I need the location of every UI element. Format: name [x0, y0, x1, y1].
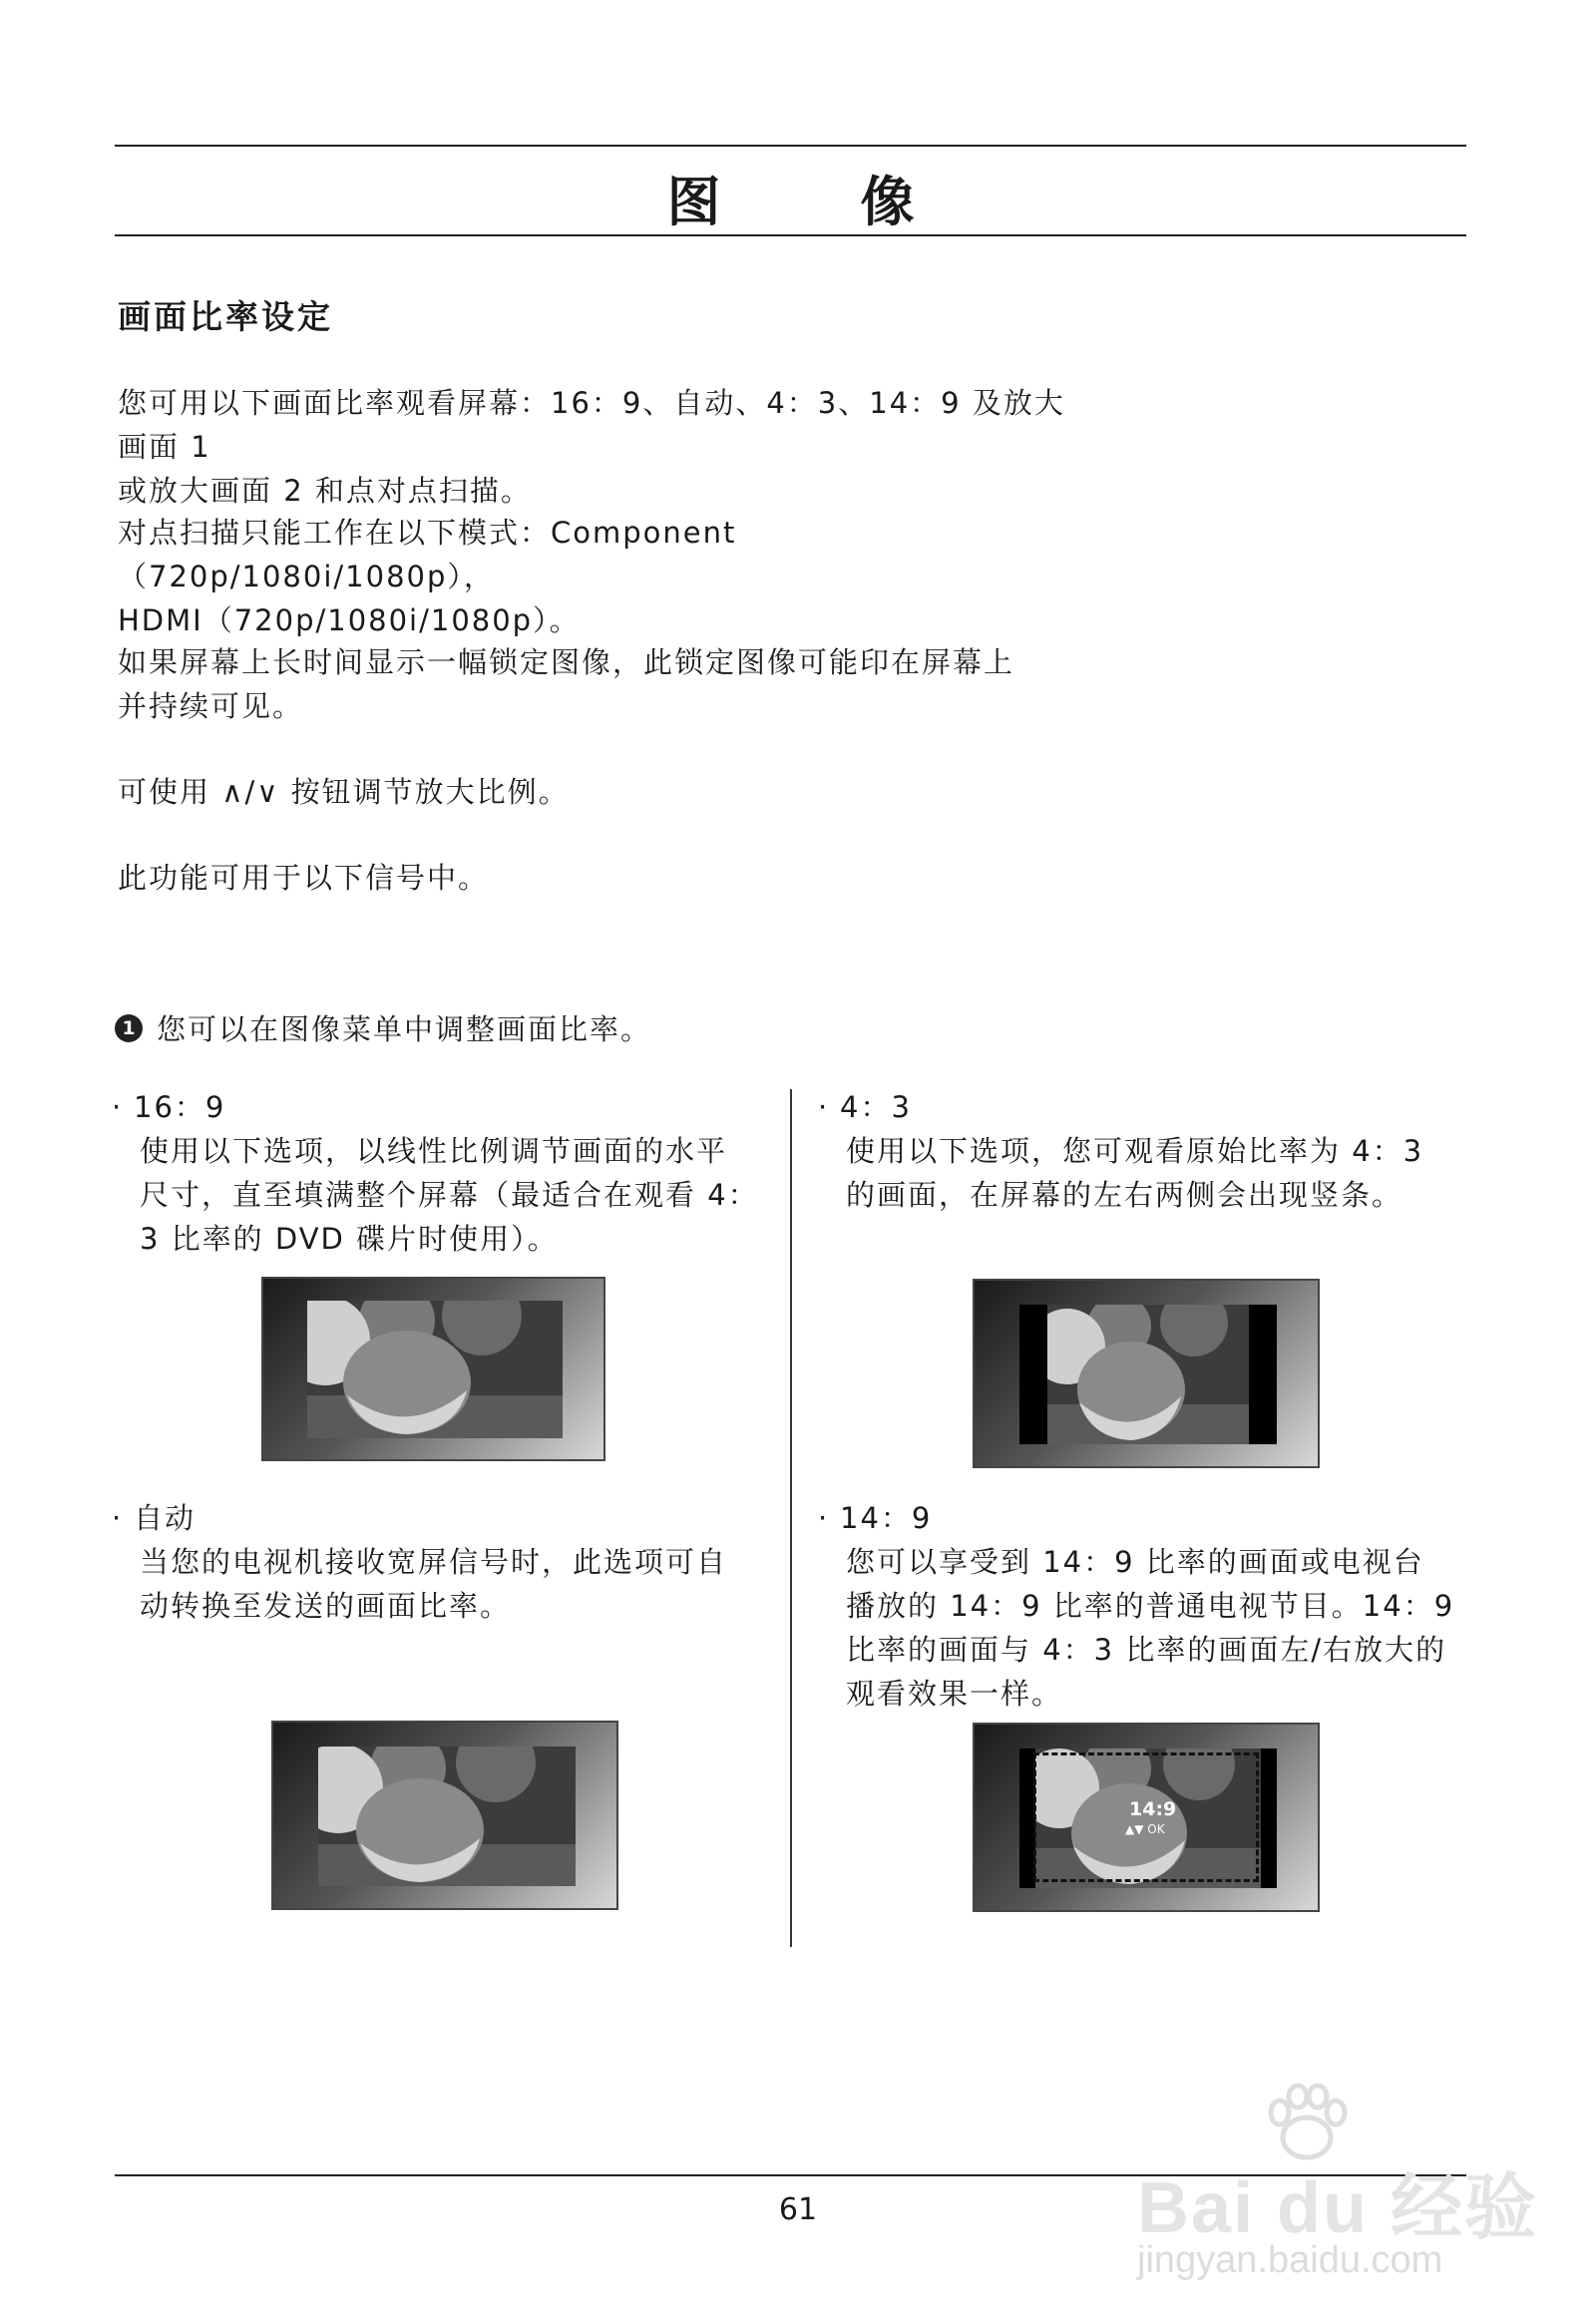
- bullet-dot: ·: [818, 1501, 830, 1535]
- column-divider: [790, 1089, 792, 1947]
- option-desc-line: 您可以享受到 14：9 比率的画面或电视台: [846, 1545, 1424, 1579]
- ball-photo-illustration: [318, 1746, 576, 1886]
- tv-illustration-14-9: [973, 1723, 1320, 1912]
- paragraph-zoom-buttons: [118, 770, 1075, 814]
- option-14-9: [818, 1496, 1466, 1716]
- bullet-dot: ·: [112, 1090, 124, 1124]
- paragraph-signals: [118, 856, 1075, 900]
- page-title: [115, 160, 1466, 236]
- paragraph-just-scan-modes: [118, 511, 1075, 642]
- option-4-3: [818, 1085, 1466, 1217]
- watermark-url: jingyan.baidu.com: [1137, 2239, 1443, 2281]
- top-rule: [115, 145, 1466, 147]
- option-desc-line: 播放的 14：9 比率的普通电视节目。14：9: [846, 1589, 1455, 1623]
- paragraph-line: 或放大画面 2 和点对点扫描。: [118, 474, 532, 508]
- page-title-char-1: 图: [666, 171, 721, 233]
- paragraph-line: 此功能可用于以下信号中。: [118, 861, 490, 895]
- option-auto: [112, 1496, 770, 1628]
- title-underline: [115, 234, 1466, 236]
- tv-illustration-16-9: [261, 1277, 605, 1461]
- paragraph-line: 您可用以下画面比率观看屏幕：16：9、自动、4：3、14：9 及放大画面 1: [118, 386, 1065, 464]
- tv-screen-14-9: [1019, 1748, 1277, 1888]
- ball-photo-illustration: [307, 1301, 563, 1438]
- paragraph-line: 对点扫描只能工作在以下模式：Component（720p/1080i/1080p），: [118, 516, 737, 593]
- ball-photo-illustration: [1019, 1305, 1277, 1444]
- option-desc-line: 比率的画面与 4：3 比率的画面左/右放大的: [846, 1633, 1447, 1667]
- option-desc-line: 使用以下选项，以线性比例调节画面的水平: [140, 1134, 728, 1168]
- step-1: [115, 1007, 651, 1048]
- osd-hint-label: ▲▼ OK: [1125, 1822, 1165, 1836]
- option-title: 4：3: [840, 1090, 912, 1124]
- tv-screen-auto: [318, 1746, 576, 1886]
- bullet-dot: ·: [818, 1090, 830, 1124]
- paragraph-line: 并持续可见。: [118, 689, 304, 723]
- tv-illustration-4-3: [973, 1279, 1320, 1468]
- tv-illustration-auto: [271, 1721, 618, 1910]
- watermark-brand: Bai du 经验: [1137, 2168, 1539, 2248]
- option-desc-line: 3 比率的 DVD 碟片时使用）。: [140, 1222, 559, 1256]
- option-16-9: [112, 1085, 770, 1261]
- page-number: 61: [778, 2192, 818, 2227]
- paragraph-line: 如果屏幕上长时间显示一幅锁定图像，此锁定图像可能印在屏幕上: [118, 645, 1015, 679]
- option-desc-line: 尺寸，直至填满整个屏幕（最适合在观看 4：: [140, 1178, 759, 1212]
- option-desc-line: 当您的电视机接收宽屏信号时，此选项可自: [140, 1545, 728, 1579]
- option-desc-line: 动转换至发送的画面比率。: [140, 1589, 512, 1623]
- step-number-badge: 1: [115, 1014, 143, 1042]
- step-text: 您可以在图像菜单中调整画面比率。: [157, 1012, 652, 1046]
- option-desc-line: 使用以下选项，您可观看原始比率为 4：3: [846, 1134, 1424, 1168]
- option-title: 自动: [134, 1501, 197, 1535]
- paragraph-image-retention: [118, 640, 1075, 728]
- page-title-char-2: 像: [860, 171, 915, 233]
- tv-screen-4-3: [1019, 1305, 1277, 1444]
- option-title: 16：9: [134, 1090, 226, 1124]
- option-title: 14：9: [840, 1501, 933, 1535]
- paragraph-aspect-options: [118, 381, 1075, 513]
- paragraph-line: 可使用 ∧/∨ 按钮调节放大比例。: [118, 775, 570, 809]
- tv-screen-16-9: [307, 1301, 563, 1438]
- osd-ratio-label: 14:9: [1129, 1798, 1177, 1820]
- option-desc-line: 的画面，在屏幕的左右两侧会出现竖条。: [846, 1178, 1403, 1212]
- option-desc-line: 观看效果一样。: [846, 1677, 1063, 1711]
- bullet-dot: ·: [112, 1501, 124, 1535]
- paragraph-line: HDMI（720p/1080i/1080p）。: [118, 603, 581, 637]
- section-heading: 画面比率设定: [118, 297, 333, 336]
